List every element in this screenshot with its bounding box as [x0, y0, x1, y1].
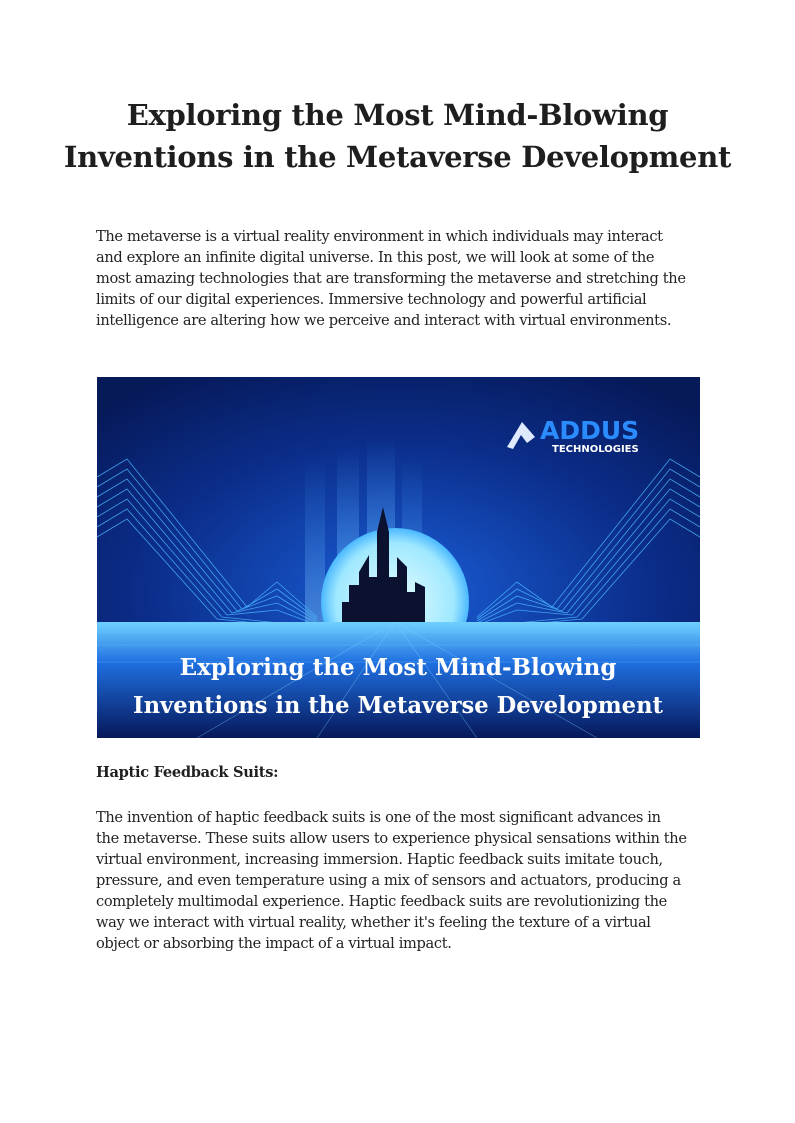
svg-text:TECHNOLOGIES: TECHNOLOGIES — [552, 444, 639, 455]
hero-caption-line: Exploring the Most Mind-Blowing — [179, 654, 617, 681]
text-line: limits of our digital experiences. Immersive technology and powerful artificial — [96, 291, 647, 308]
title-line: Exploring the Most Mind-Blowing — [126, 98, 669, 132]
hero-caption-line: Inventions in the Metaverse Development — [133, 692, 664, 719]
section-heading: Haptic Feedback Suits: — [96, 764, 279, 781]
text-line: most amazing technologies that are transforming the metaverse and stretching the — [96, 270, 686, 287]
section-paragraph — [96, 807, 716, 954]
intro-paragraph — [96, 226, 716, 331]
text-line: the metaverse. These suits allow users to experience physical sensations within the — [96, 830, 687, 847]
text-line: intelligence are altering how we perceive and interact with virtual environments. — [96, 312, 672, 329]
page-title — [0, 94, 795, 178]
text-line: and explore an infinite digital universe. In this post, we will look at some of the — [96, 249, 655, 266]
svg-text:ADDUS: ADDUS — [540, 416, 640, 445]
text-line: object or absorbing the impact of a virtual impact. — [96, 935, 452, 952]
text-line: completely multimodal experience. Haptic feedback suits are revolutionizing the — [96, 893, 667, 910]
hero-image — [97, 377, 700, 738]
text-line: The metaverse is a virtual reality environment in which individuals may interact — [96, 228, 663, 245]
text-line: pressure, and even temperature using a mix of sensors and actuators, producing a — [96, 872, 681, 889]
text-line: way we interact with virtual reality, whether it's feeling the texture of a virtual — [96, 914, 651, 931]
title-line: Inventions in the Metaverse Development — [63, 140, 732, 174]
text-line: The invention of haptic feedback suits is one of the most significant advances in — [96, 809, 661, 826]
text-line: virtual environment, increasing immersion. Haptic feedback suits imitate touch, — [96, 851, 663, 868]
